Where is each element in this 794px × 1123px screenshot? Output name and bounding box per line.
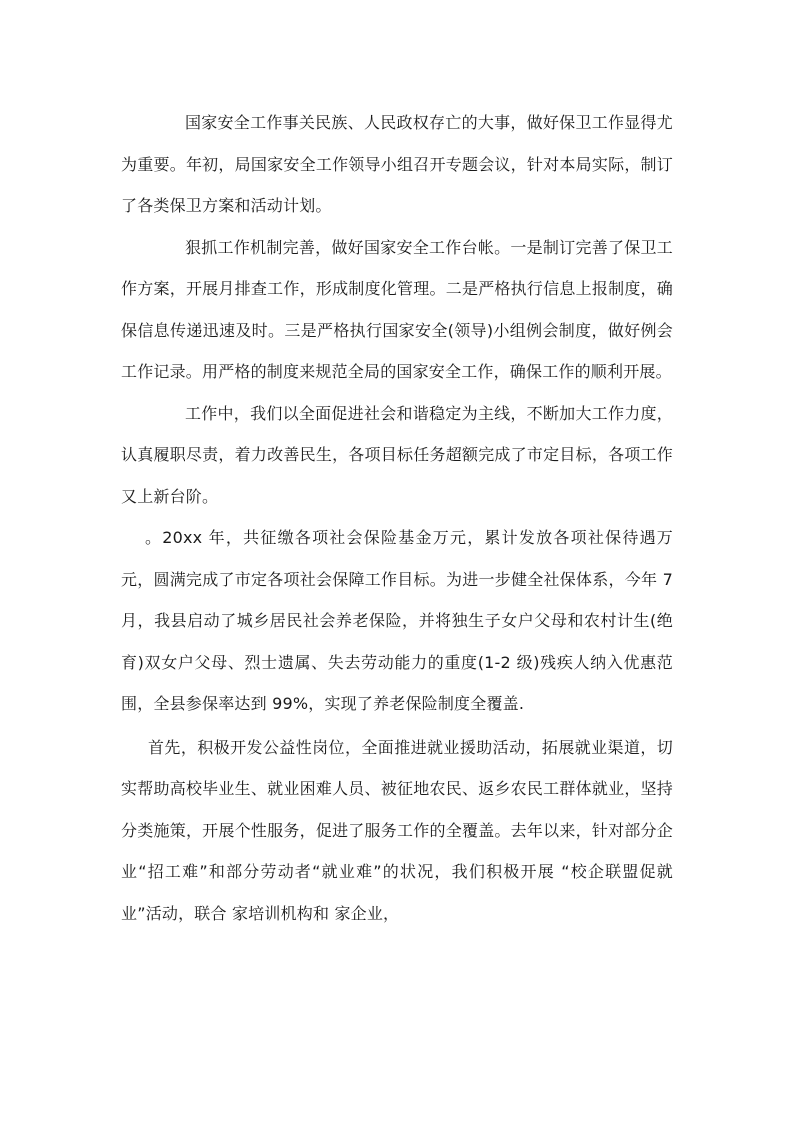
paragraph-work-mechanism: 狠抓工作机制完善，做好国家安全工作台帐。一是制订完善了保卫工作方案，开展月排查工作，形成制度化管理。二是严格执行信息上报制度，确保信息传递迅速及时。三是严格执行国家安全(领导)小组例会制度，做好例会工作记录。用严格的制度来规范全局的国家安全工作，确保工作的顺利开展。 — [121, 237, 673, 381]
paragraph-employment: 首先，积极开发公益性岗位，全面推进就业援助活动，拓展就业渠道，切实帮助高校毕业生、就业困难人员、被征地农民、返乡农民工群体就业，坚持分类施策，开展个性服务，促进了服务工作的全覆盖。去年以来，针对部分企业“招工难”和部分劳动者“就业难”的状况，我们积极开展 “校企联盟促就业”活动，联合 家培训机构和 家企业， — [121, 737, 673, 923]
paragraph-social-insurance: 。20xx 年，共征缴各项社会保险基金万元，累计发放各项社保待遇万元，圆满完成了市定各项社会保障工作目标。为进一步健全社保体系，今年 7 月，我县启动了城乡居民社会养老保险，并将独生子女户父母和农村计生(绝育)双女户父母、烈士遗属、失去劳动能力的重度(1-2 级)残疾人纳入优惠范围，全县参保率达到 99%，实现了养老保险制度全覆盖. — [121, 528, 673, 713]
paragraph-security-importance: 国家安全工作事关民族、人民政权存亡的大事，做好保卫工作显得尤为重要。年初，局国家安全工作领导小组召开专题会议，针对本局实际，制订了各类保卫方案和活动计划。 — [121, 113, 673, 215]
document-body — [121, 102, 673, 934]
paragraph-work-summary: 工作中，我们以全面促进社会和谐稳定为主线，不断加大工作力度，认真履职尽责，着力改善民生，各项目标任务超额完成了市定目标，各项工作又上新台阶。 — [121, 403, 673, 506]
